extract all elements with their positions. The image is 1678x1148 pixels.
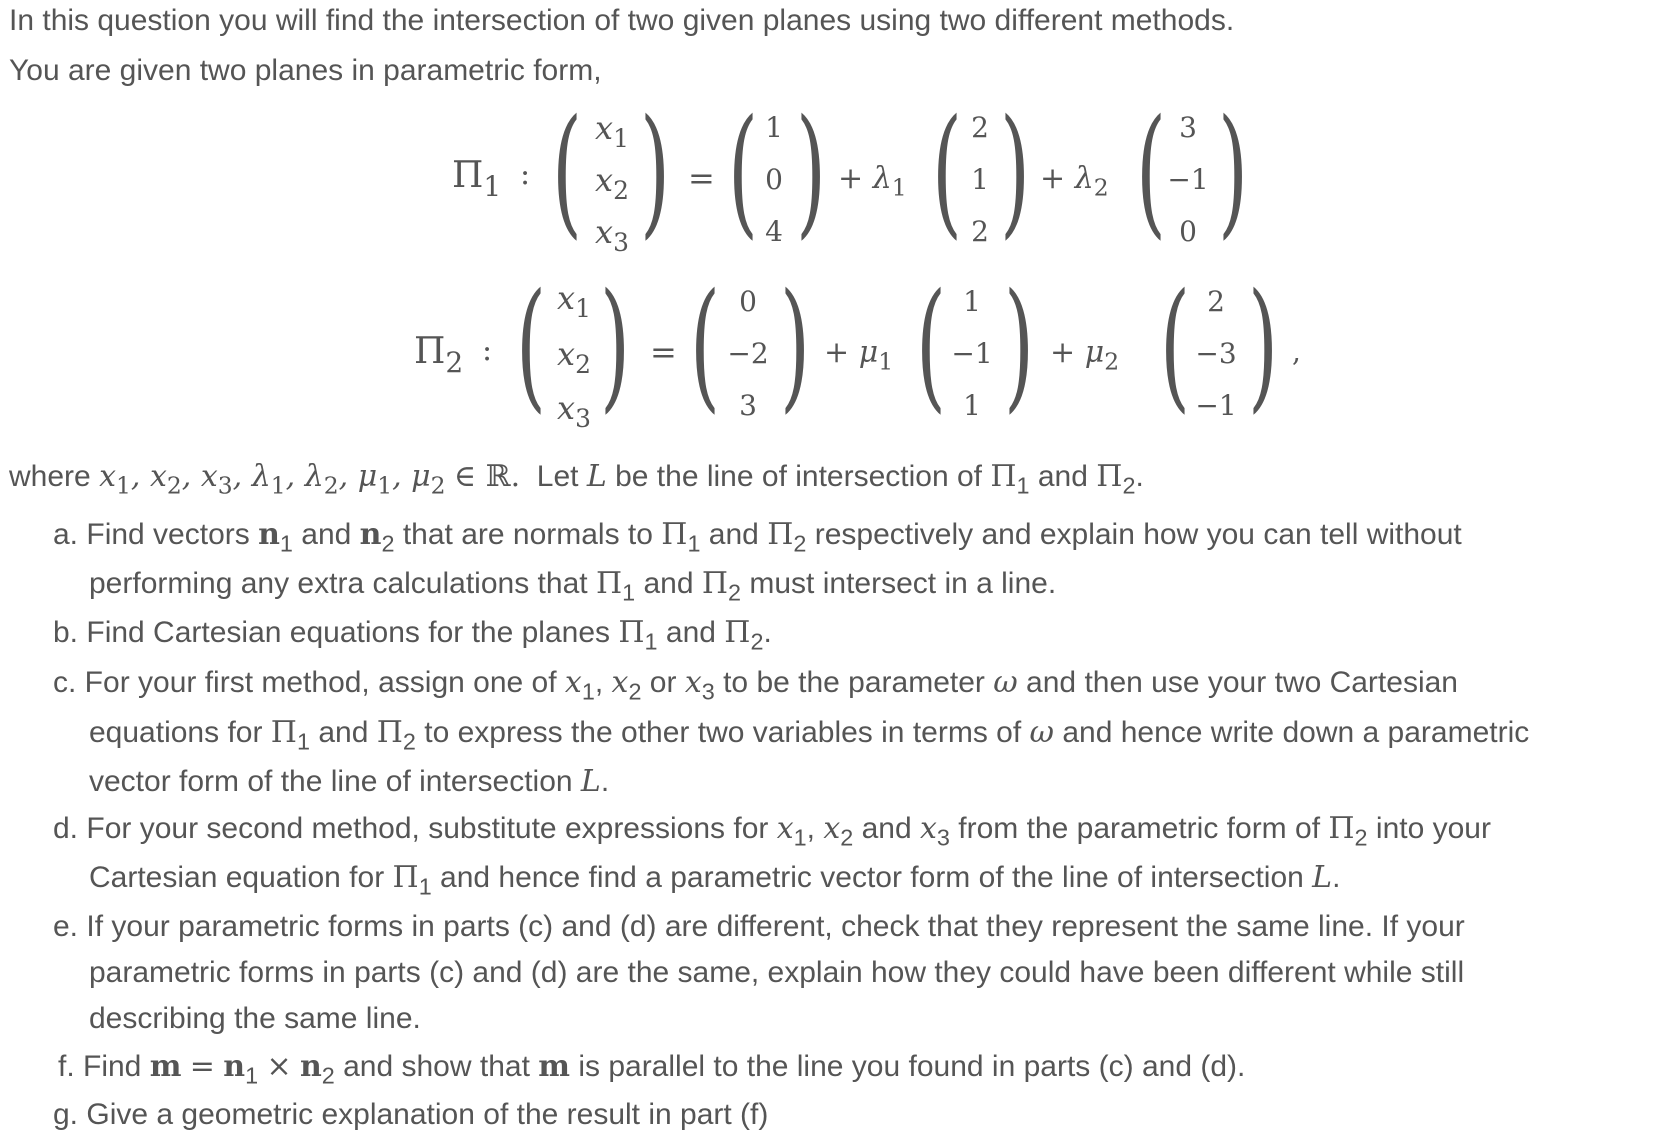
- plane1-var-rparen: ): [640, 90, 671, 253]
- part-a-line-2: performing any extra calculations that $\Pi_1$ and $\Pi_2$ must intersect in a line.: [89, 566, 1057, 606]
- part-f: f. Find $m = n_1 \times n_2$ and show that m is parallel to the line you found in parts (c) and (d).: [58, 1049, 1246, 1089]
- plane1-var-1: $x_1$: [595, 109, 629, 153]
- plane2-var-2: $x_2$: [557, 335, 591, 379]
- plane1-point-1: 1: [765, 111, 783, 144]
- plane1-var-lparen: (: [552, 90, 583, 253]
- plane1-point-rparen: ): [796, 90, 827, 253]
- plane1-param1: + $\lambda_1$: [838, 161, 907, 202]
- plane2-dir1-1: 1: [963, 285, 981, 318]
- plane2-param1: + $\mu_1$: [824, 335, 894, 376]
- plane2-dir2-2: −3: [1195, 337, 1237, 370]
- plane2-label: $\Pi_2$: [414, 331, 464, 379]
- plane2-dir2-lparen: (: [1160, 264, 1191, 427]
- plane2-var-rparen: ): [600, 264, 631, 427]
- plane1-dir2-2: −1: [1167, 163, 1209, 196]
- plane2-equation: [0, 264, 1678, 449]
- plane1-point-2: 0: [765, 163, 783, 196]
- plane1-dir1-2: 1: [971, 163, 989, 196]
- plane1-dir1-3: 2: [971, 215, 989, 248]
- plane1-dir1-rparen: ): [1000, 90, 1031, 253]
- plane2-dir2-1: 2: [1207, 285, 1225, 318]
- part-c: c. For your first method, assign one of $x_1$, $x_2$ or $x_3$ to be the parameter ω and then use your two Cartesian: [53, 665, 1458, 705]
- plane2-equals: =: [650, 333, 677, 371]
- part-a: a. Find vectors $n_1$ and $n_2$ that are normals to $\Pi_1$ and $\Pi_2$ respectively and explain how you can tell without: [53, 517, 1462, 557]
- plane2-point-3: 3: [739, 389, 757, 422]
- part-e-line-2: parametric forms in parts (c) and (d) are the same, explain how they could have been different while still: [89, 956, 1465, 989]
- plane1-dir2-1: 3: [1179, 111, 1197, 144]
- plane2-point-1: 0: [739, 285, 757, 318]
- plane2-dir1-3: 1: [963, 389, 981, 422]
- intro-line-1: In this question you will find the intersection of two given planes using two different methods.: [9, 4, 1235, 37]
- part-d-line-2: Cartesian equation for $\Pi_1$ and hence find a parametric vector form of the line of intersection L.: [89, 860, 1341, 900]
- plane1-equation: [0, 90, 1678, 275]
- plane1-dir1-1: 2: [971, 111, 989, 144]
- plane2-dir1-2: −1: [951, 337, 993, 370]
- plane1-var-3: $x_3$: [595, 213, 629, 257]
- plane1-equals: =: [688, 159, 715, 197]
- plane2-point-rparen: ): [780, 264, 811, 427]
- part-e-line-3: describing the same line.: [89, 1002, 421, 1035]
- where-line: where $x_1$, $x_2$, $x_3$, $\lambda_1$, $\lambda_2$, $\mu_1$, $\mu_2$ ∈ ℝ. Let L be the line of intersection of $\Pi_1$ and $\Pi_2$.: [9, 459, 1144, 500]
- plane2-var-lparen: (: [516, 264, 547, 427]
- plane2-point-2: −2: [727, 337, 769, 370]
- plane1-colon: :: [520, 157, 531, 192]
- intro-line-2: You are given two planes in parametric form,: [9, 54, 602, 87]
- part-c-line-2: equations for $\Pi_1$ and $\Pi_2$ to express the other two variables in terms of ω and hence write down a parametric: [89, 715, 1530, 755]
- plane1-point-lparen: (: [728, 90, 759, 253]
- part-e: e. If your parametric forms in parts (c) and (d) are different, check that they represent the same line. If your: [53, 910, 1465, 943]
- plane1-dir1-lparen: (: [932, 90, 963, 253]
- plane1-dir2-3: 0: [1179, 215, 1197, 248]
- part-b: b. Find Cartesian equations for the planes $\Pi_1$ and $\Pi_2$.: [53, 615, 772, 655]
- plane2-comma: ,: [1292, 335, 1301, 368]
- plane1-dir2-lparen: (: [1136, 90, 1167, 253]
- plane2-colon: :: [482, 333, 493, 368]
- part-d: d. For your second method, substitute expressions for $x_1$, $x_2$ and $x_3$ from the parametric form of $\Pi_2$ into your: [53, 811, 1491, 851]
- plane1-label: $\Pi_1$: [452, 155, 502, 203]
- plane1-dir2-rparen: ): [1218, 90, 1249, 253]
- plane2-param2: + $\mu_2$: [1050, 335, 1120, 376]
- plane2-dir1-rparen: ): [1004, 264, 1035, 427]
- plane1-var-2: $x_2$: [595, 161, 629, 205]
- plane2-dir2-3: −1: [1195, 389, 1237, 422]
- plane2-point-lparen: (: [690, 264, 721, 427]
- plane2-dir1-lparen: (: [916, 264, 947, 427]
- plane1-param2: + $\lambda_2$: [1040, 161, 1109, 202]
- part-g: g. Give a geometric explanation of the result in part (f): [53, 1098, 769, 1131]
- plane2-var-1: $x_1$: [557, 279, 591, 323]
- plane2-var-3: $x_3$: [557, 389, 591, 433]
- plane1-point-3: 4: [765, 215, 783, 248]
- plane2-dir2-rparen: ): [1248, 264, 1279, 427]
- part-c-line-3: vector form of the line of intersection L.: [89, 764, 610, 799]
